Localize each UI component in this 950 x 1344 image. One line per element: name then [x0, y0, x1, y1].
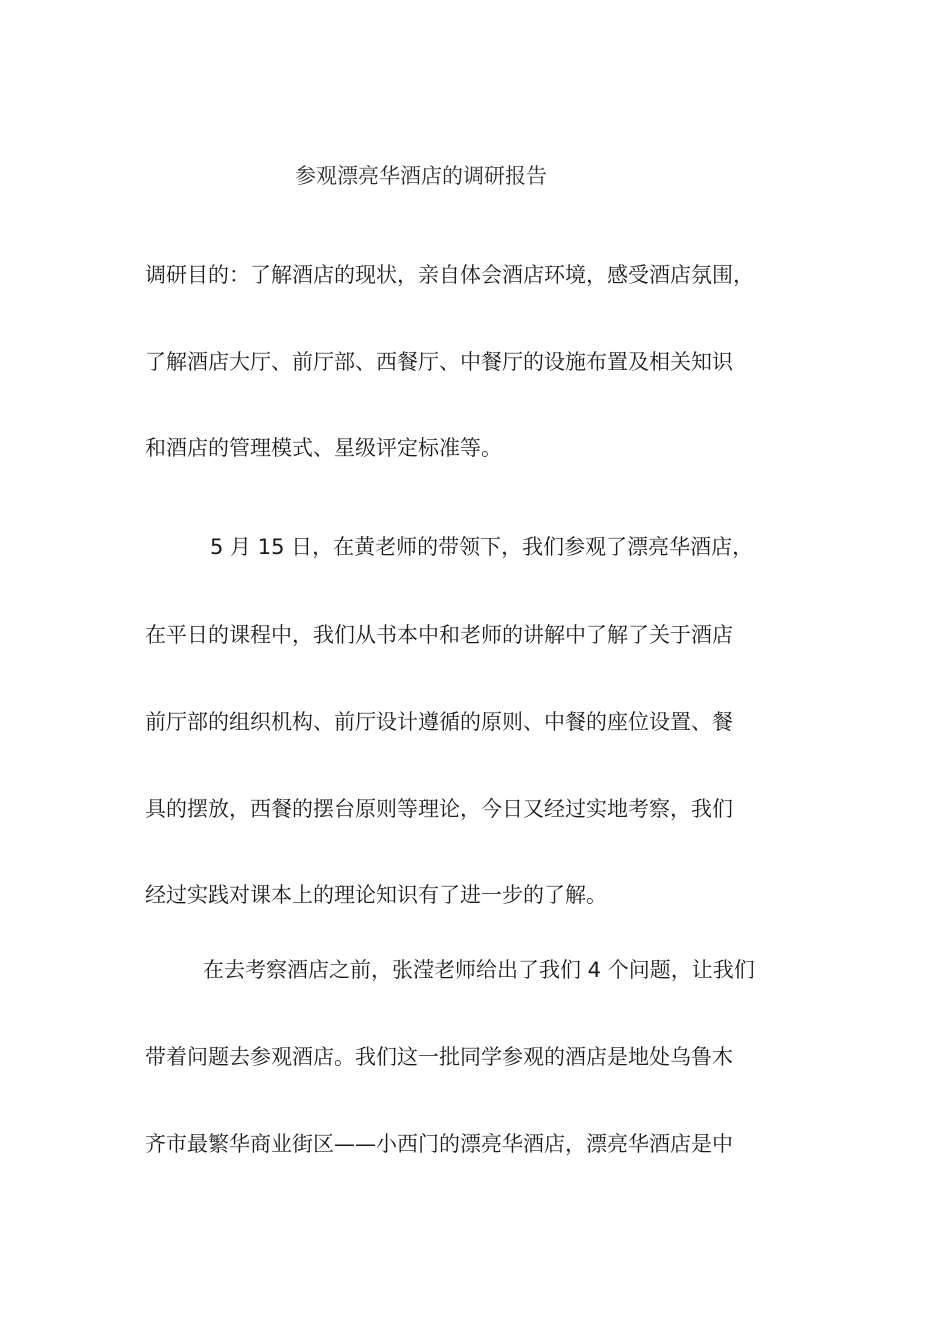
document-title: 参观漂亮华酒店的调研报告: [295, 164, 547, 188]
paragraph-line: 调研目的：了解酒店的现状，亲自体会酒店环境，感受酒店氛围，: [145, 263, 754, 287]
paragraph-line: 前厅部的组织机构、前厅设计遵循的原则、中餐的座位设置、餐: [145, 710, 733, 734]
paragraph-line: 5 月 15 日，在黄老师的带领下，我们参观了漂亮华酒店，: [210, 535, 754, 559]
paragraph-line: 在去考察酒店之前，张滢老师给出了我们 4 个问题，让我们: [203, 958, 755, 982]
paragraph-line: 在平日的课程中，我们从书本中和老师的讲解中了解了关于酒店: [145, 623, 733, 647]
paragraph-line: 了解酒店大厅、前厅部、西餐厅、中餐厅的设施布置及相关知识: [145, 350, 733, 374]
paragraph-line: 齐市最繁华商业街区——小西门的漂亮华酒店，漂亮华酒店是中: [145, 1132, 733, 1156]
paragraph-line: 带着问题去参观酒店。我们这一批同学参观的酒店是地处乌鲁木: [145, 1045, 733, 1069]
paragraph-line: 和酒店的管理模式、星级评定标准等。: [145, 436, 502, 460]
paragraph-line: 经过实践对课本上的理论知识有了进一步的了解。: [145, 883, 607, 907]
paragraph-line: 具的摆放，西餐的摆台原则等理论，今日又经过实地考察，我们: [145, 797, 733, 821]
